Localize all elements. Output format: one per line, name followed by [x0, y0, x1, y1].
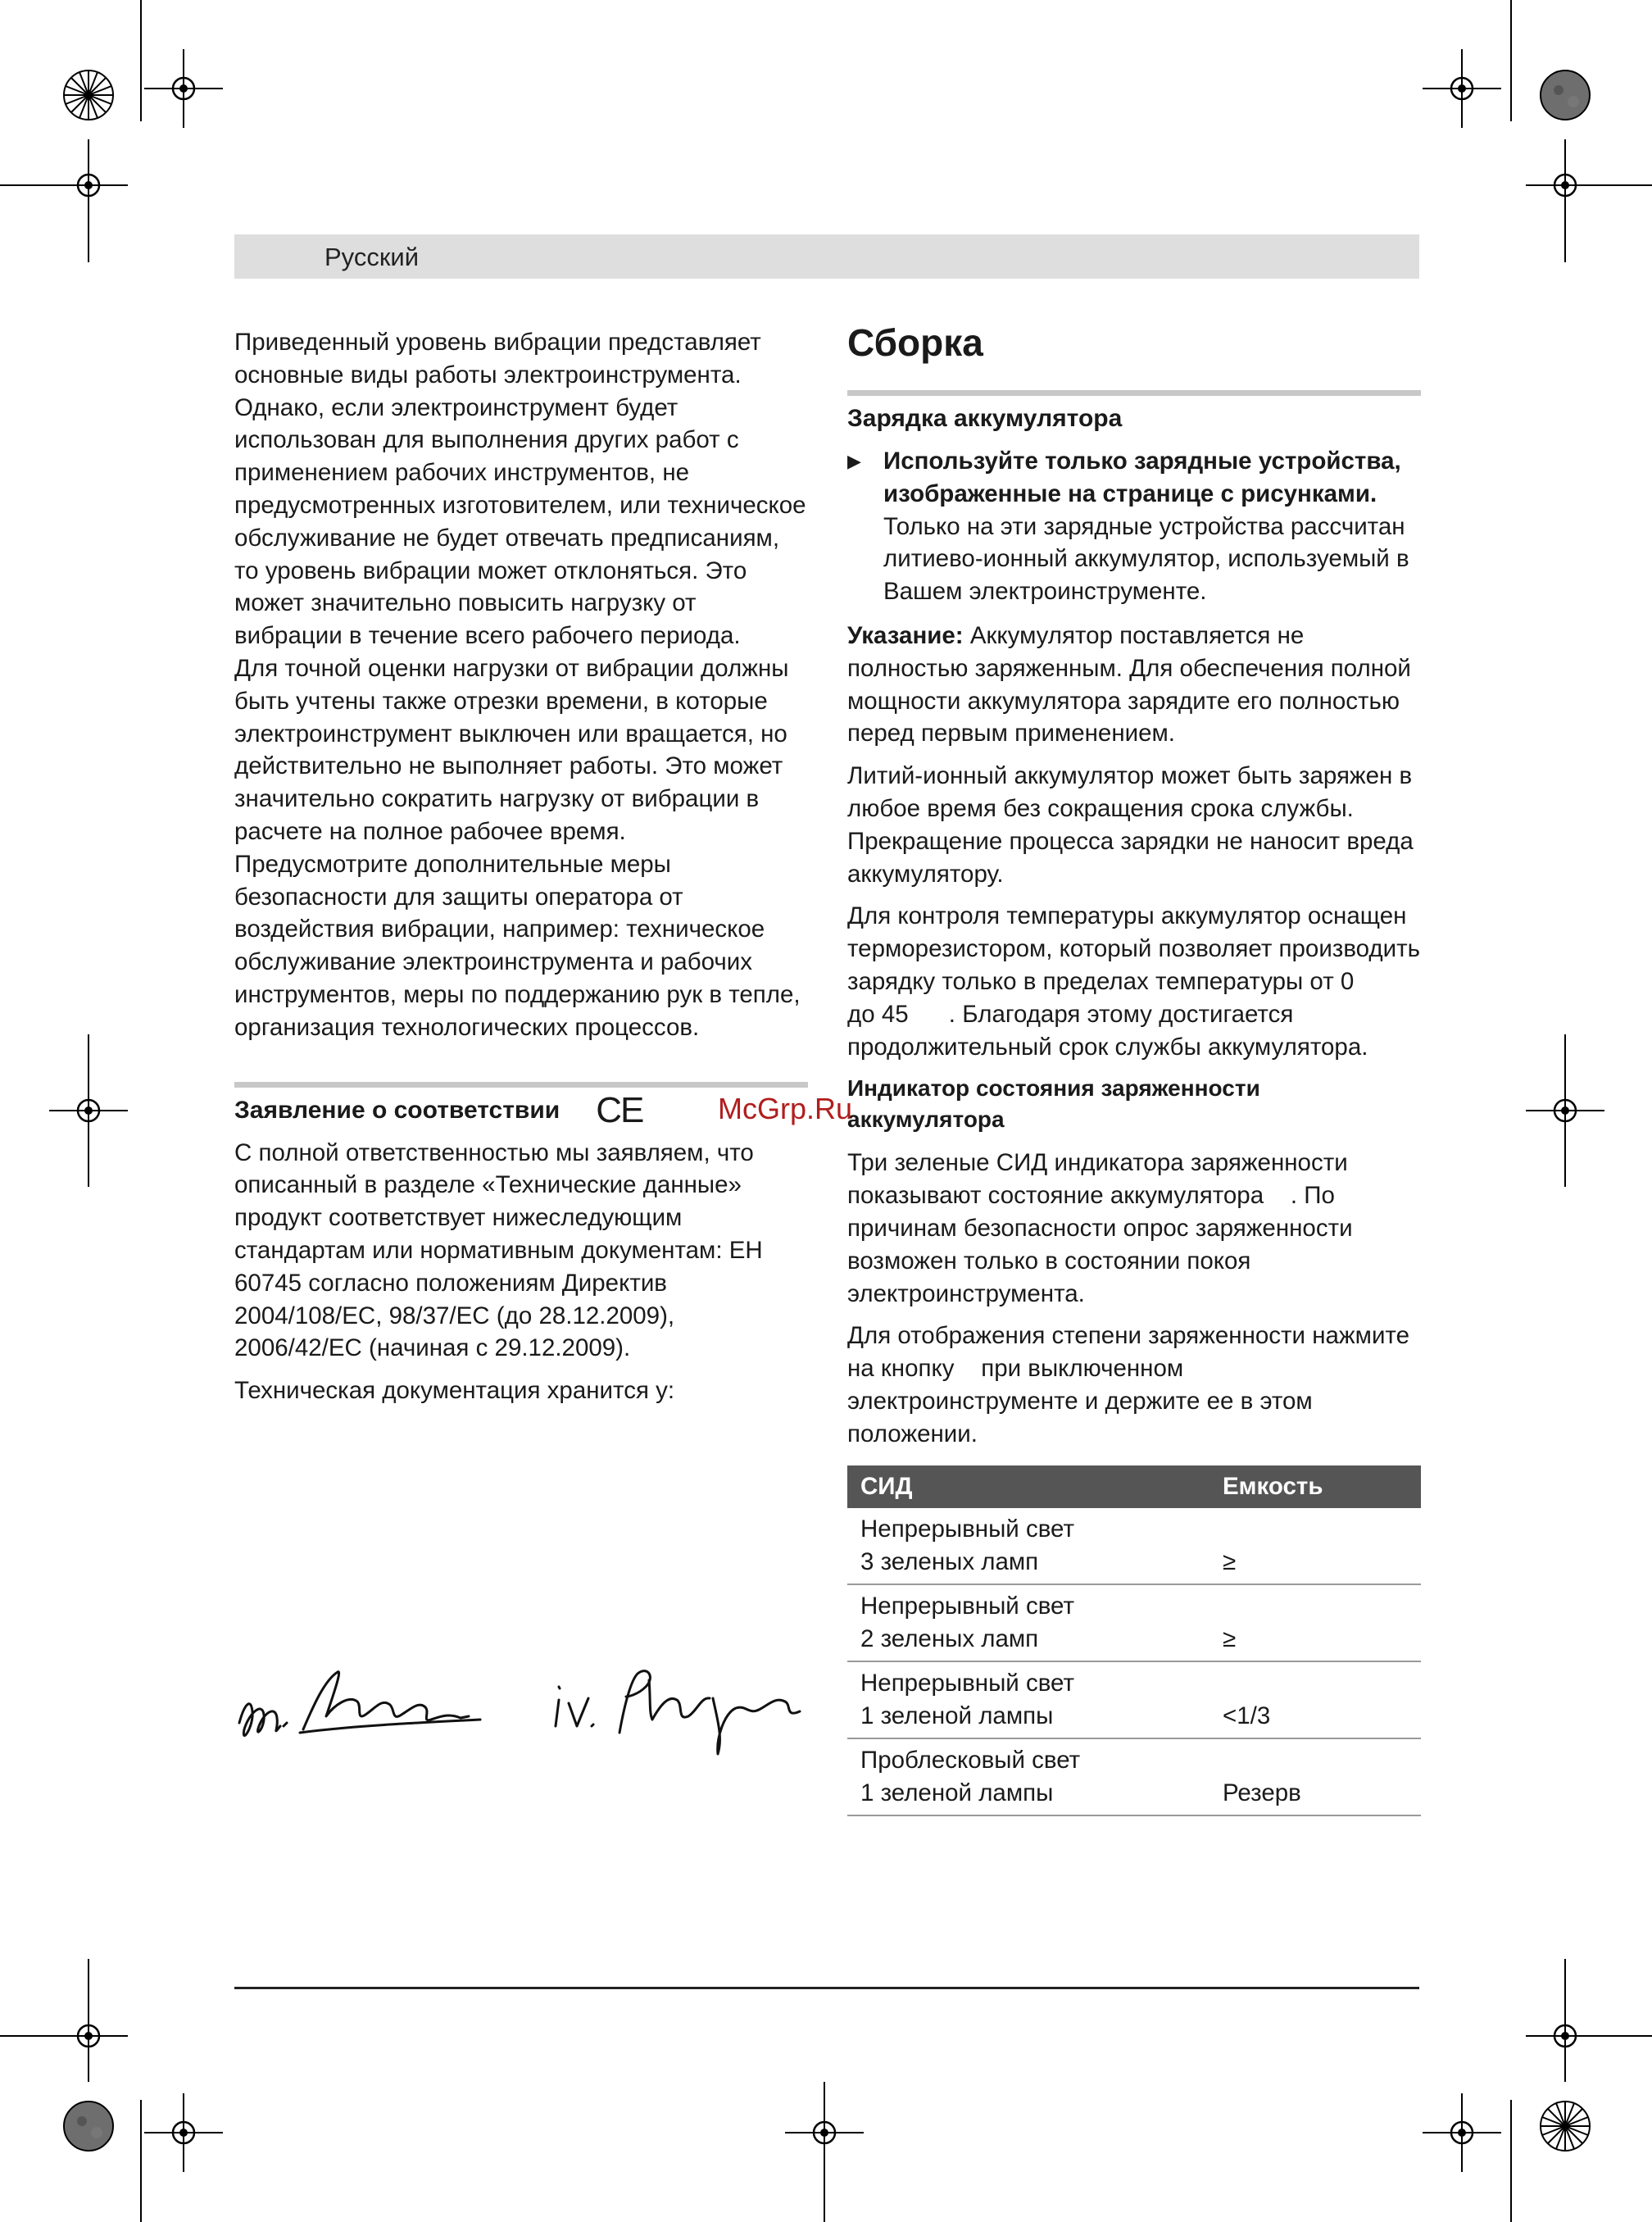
led-state: Непрерывный свет	[860, 1669, 1074, 1697]
header-capacity: Емкость	[1210, 1465, 1421, 1508]
note-label: Указание:	[847, 621, 964, 649]
language-header-bar	[234, 234, 1419, 279]
led-state: Непрерывный свет	[860, 1515, 1074, 1543]
led-count: 3 зеленых ламп	[860, 1547, 1039, 1575]
table-header-row	[847, 1465, 1421, 1508]
handwritten-signatures	[234, 1647, 808, 1762]
charger-warning-bold: Используйте только зарядные устройства, изображенные на странице с рисунками.	[883, 448, 1401, 507]
liion-paragraph: Литий-ионный аккумулятор может быть заряжен в любое время без сокращения срока службы. Прекращение процесса зарядки не наносит вреда аккумулятору.	[847, 762, 1420, 888]
temperature-paragraph: Для контроля температуры аккумулятор оснащен терморезистором, который позволяет производить зарядку только в пределах температуры от 0 до 45 . Благодаря этому достигается продолжительный срок службы аккумулятора.	[847, 902, 1427, 1061]
charger-warning-text: Только на эти зарядные устройства рассчитан литиево-ионный аккумулятор, используемый в Вашем электроинструменте.	[883, 512, 1409, 606]
vibration-paragraph-1: Приведенный уровень вибрации представляет основные виды работы электроинструмента. Однако, если электроинструмент будет использован для выполнения других работ с применением рабочих инструментов, не предусмотренных изготовителем, или техническое обслуживание не будет отвечать предписаниям, то уровень вибрации может отклоняться. Это может значительно повысить нагрузку от вибрации в течение всего рабочего периода.	[234, 329, 806, 650]
triangle-bullet-icon: ▶	[847, 451, 861, 471]
vibration-paragraph-2: Для точной оценки нагрузки от вибрации должны быть учтены также отрезки времени, в которые электроинструмент выключен или вращается, но действительно не выполняет работы. Это может значительно сократить нагрузку от вибрации в расчете на полное рабочее время.	[234, 654, 789, 845]
note-paragraph	[847, 620, 1421, 750]
indicator-paragraph-1: Три зеленые СИД индикатора заряженности показывают состояние аккумулятора . По причинам безопасности опрос заряженности возможен только в состоянии покоя электроинструмента.	[847, 1149, 1359, 1307]
note-text: Аккумулятор поставляется не полностью заряженным. Для обеспечения полной мощности аккумулятора зарядите его полностью перед первым применением.	[847, 621, 1411, 747]
vibration-paragraph-3: Предусмотрите дополнительные меры безопасности для защиты оператора от воздействия вибрации, например: техническое обслуживание электроинструмента и рабочих инструментов, меры по поддержанию рук в тепле, организация технологических процессов.	[234, 850, 801, 1041]
led-capacity-table	[847, 1465, 1421, 1816]
assembly-heading: Сборка	[847, 321, 983, 364]
watermark: McGrp.Ru	[718, 1092, 853, 1125]
table-row	[847, 1584, 1421, 1661]
capacity-value: Резерв	[1210, 1738, 1421, 1815]
led-state: Непрерывный свет	[860, 1592, 1074, 1620]
battery-charging-heading: Зарядка аккумулятора	[847, 390, 1421, 435]
led-count: 1 зеленой лампы	[860, 1779, 1054, 1806]
led-count: 1 зеленой лампы	[860, 1702, 1054, 1729]
ce-mark-icon: CE	[596, 1089, 643, 1130]
capacity-value: ≥	[1210, 1584, 1421, 1661]
capacity-value: ≥	[1210, 1508, 1421, 1584]
table-row	[847, 1661, 1421, 1738]
right-column	[847, 320, 1427, 1816]
charger-warning-item	[847, 445, 1421, 608]
left-column	[234, 326, 808, 1417]
conformity-heading-text: Заявление о соответствии	[234, 1096, 560, 1124]
indicator-paragraph-2: Для отображения степени заряженности нажмите на кнопку при выключенном электроинструменте и держите ее в этом положении.	[847, 1322, 1417, 1447]
table-row	[847, 1738, 1421, 1815]
table-row	[847, 1508, 1421, 1584]
documentation-text: Техническая документация хранится у:	[234, 1377, 675, 1405]
header-led: СИД	[847, 1465, 1210, 1508]
capacity-value: <1/3	[1210, 1661, 1421, 1738]
footer-rule	[234, 1987, 1419, 1989]
conformity-text: С полной ответственностью мы заявляем, что описанный в разделе «Технические данные» продукт соответствует нижеследующим стандартам или нормативным документам: EH 60745 согласно положениям Директив 2004/108/EC, 98/37/EC (до 28.12.2009), 2006/42/EC (начиная с 29.12.2009).	[234, 1138, 763, 1362]
charge-indicator-heading: Индикатор состояния заряженности аккумулятора	[847, 1075, 1260, 1133]
language-label: Русский	[324, 243, 420, 271]
led-state: Проблесковый свет	[860, 1746, 1081, 1774]
led-count: 2 зеленых ламп	[860, 1624, 1039, 1652]
